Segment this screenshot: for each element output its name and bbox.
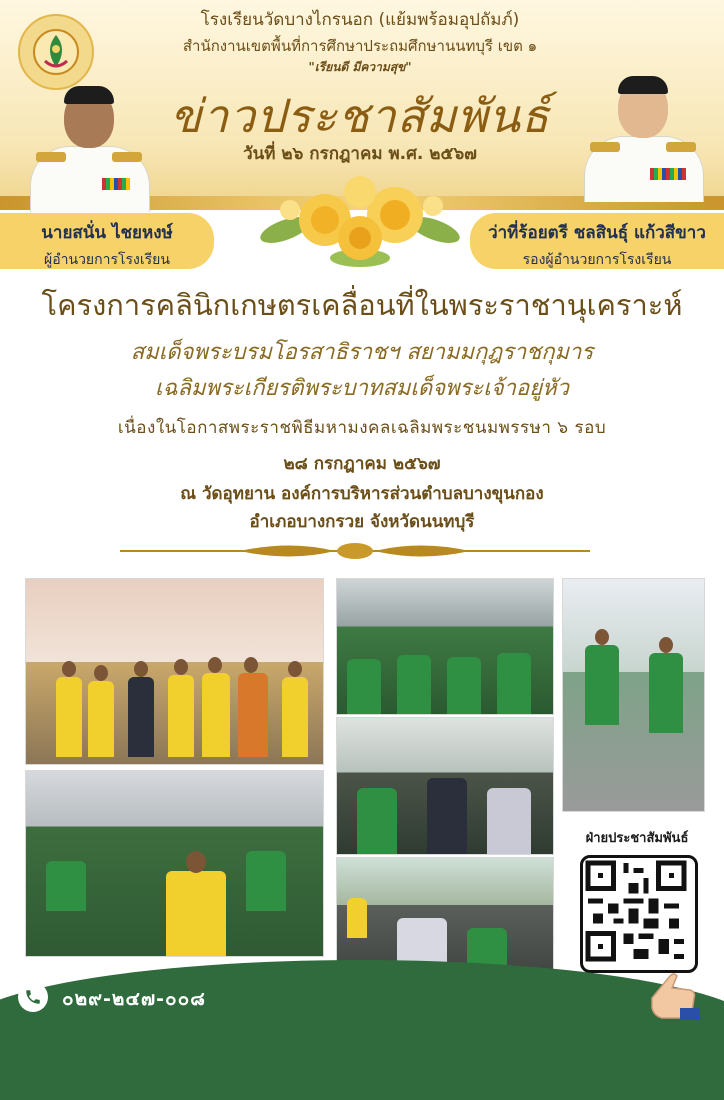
office-name: สำนักงานเขตพื้นที่การศึกษาประถมศึกษานนทบุรี เขต ๑: [182, 37, 538, 55]
photo-students-listening: [336, 578, 554, 715]
occasion-line: เนื่องในโอกาสพระราชพิธีมหามงคลเฉลิมพระชนมพรรษา ๖ รอบ: [117, 418, 607, 438]
pr-department-label: ฝ่ายประชาสัมพันธ์: [585, 831, 689, 846]
royal-line-1: สมเด็จพระบรมโอรสาธิราชฯ สยามมกุฎราชกุมาร: [130, 340, 594, 365]
director-role: ผู้อำนวยการโรงเรียน: [44, 252, 170, 268]
deputy-name: ว่าที่ร้อยตรี ชลสินธุ์ แก้วสีขาว: [488, 223, 706, 243]
royal-line-2: เฉลิมพระเกียรติพระบาทสมเด็จพระเจ้าอยู่หัว: [155, 376, 569, 401]
green-footer-hill: [0, 960, 724, 1100]
yellow-rose-bouquet: [255, 170, 465, 270]
deputy-name-box: [470, 213, 724, 269]
qr-code-icon: [583, 858, 689, 964]
headline: ข่าวประชาสัมพันธ์: [169, 89, 550, 143]
project-title: โครงการคลินิกเกษตรเคลื่อนที่ในพระราชานุเคราะห์: [41, 288, 683, 322]
event-date: ๒๘ กรกฎาคม ๒๕๖๗: [283, 454, 441, 474]
photo-seated-audience: [25, 770, 324, 957]
director-name: นายสนั่น ไชยหงษ์: [41, 223, 173, 243]
school-name: โรงเรียนวัดบางไกรนอก (แย้มพร้อมอุปถัมภ์): [200, 10, 520, 30]
event-venue: ณ วัดอุทยาน องค์การบริหารส่วนตำบลบางขุนกอง: [180, 484, 544, 504]
pointing-hand-icon: [642, 968, 700, 1020]
photo-students-carrying-bags: [562, 578, 705, 812]
event-district: อำเภอบางกรวย จังหวัดนนทบุรี: [249, 512, 475, 532]
phone-number[interactable]: ๐๒๙-๒๔๗-๐๐๘: [62, 988, 206, 1010]
director-photo: [24, 82, 154, 212]
photo-group-ceremony: [25, 578, 324, 765]
school-emblem-icon: [31, 27, 81, 77]
director-name-box: [0, 213, 214, 269]
school-motto: "เรียนดี มีความสุข": [308, 60, 412, 74]
phone-icon: [18, 982, 48, 1012]
deputy-director-photo: [578, 72, 708, 202]
school-logo: [18, 14, 94, 90]
qr-code[interactable]: [580, 855, 698, 973]
photo-activity-table: [336, 717, 554, 855]
gold-divider-ornament: [120, 540, 590, 562]
news-date: วันที่ ๒๖ กรกฎาคม พ.ศ. ๒๕๖๗: [243, 144, 477, 164]
deputy-role: รองผู้อำนวยการโรงเรียน: [522, 252, 672, 268]
